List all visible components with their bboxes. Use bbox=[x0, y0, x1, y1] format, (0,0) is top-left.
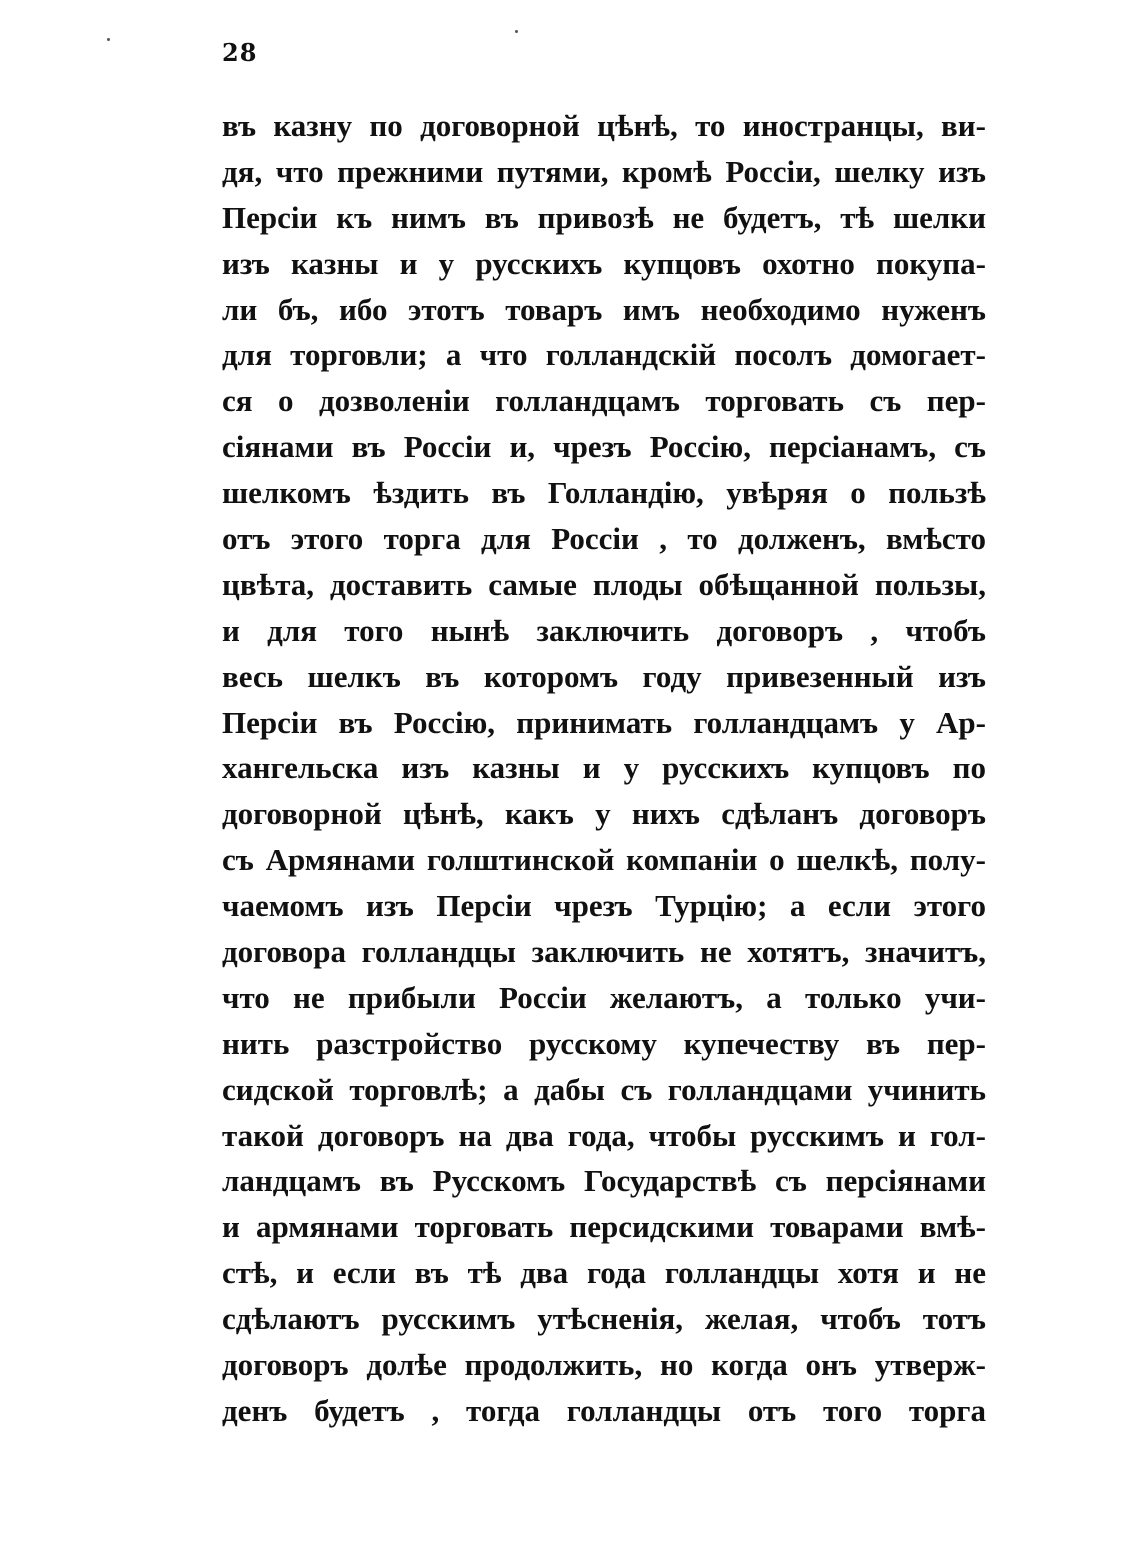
text-line: отъ этого торга для Россіи , то долженъ, вмѣсто bbox=[222, 521, 986, 557]
text-line: изъ казны и у русскихъ купцовъ охотно покупа- bbox=[222, 245, 986, 281]
text-line: такой договоръ на два года, чтобы русскимъ и гол- bbox=[222, 1117, 986, 1153]
text-line: договоръ долѣе продолжить, но когда онъ утверж- bbox=[222, 1347, 986, 1383]
text-line: ся о дозволеніи голландцамъ торговать съ пер- bbox=[222, 383, 986, 419]
text-line: въ казну по договорной цѣнѣ, то иностранцы, ви- bbox=[222, 108, 986, 143]
text-line: весь шелкъ въ которомъ году привезенный изъ bbox=[222, 658, 986, 694]
text-line: Персіи въ Россію, принимать голландцамъ у Ар- bbox=[222, 704, 986, 740]
text-line: стѣ, и если въ тѣ два года голландцы хотя и не bbox=[222, 1255, 986, 1291]
body-text bbox=[222, 103, 986, 1434]
text-line: что не прибыли Россіи желаютъ, а только учи- bbox=[222, 979, 986, 1015]
text-line: и армянами торговать персидскими товарами вмѣ- bbox=[222, 1209, 986, 1245]
text-line: для торговли; а что голландскій посолъ домогает- bbox=[222, 337, 986, 373]
text-line: хангельска изъ казны и у русскихъ купцовъ по bbox=[222, 750, 986, 786]
text-line: дя, что прежними путями, кромѣ Россіи, шелку изъ bbox=[222, 153, 986, 189]
scan-speck bbox=[515, 30, 518, 33]
text-line: сіянами въ Россіи и, чрезъ Россію, персіанамъ, съ bbox=[222, 429, 986, 465]
page-number: 28 bbox=[222, 38, 258, 67]
text-line: нить разстройство русскому купечеству въ пер- bbox=[222, 1025, 986, 1061]
text-line: Персіи къ нимъ въ привозѣ не будетъ, тѣ шелки bbox=[222, 199, 986, 235]
text-line: съ Армянами голштинской компаніи о шелкѣ, полу- bbox=[222, 842, 986, 878]
text-line: договора голландцы заключить не хотятъ, значитъ, bbox=[222, 934, 986, 970]
scan-speck bbox=[107, 38, 110, 41]
text-line: сидской торговлѣ; а дабы съ голландцами учинить bbox=[222, 1071, 986, 1107]
text-line: договорной цѣнѣ, какъ у нихъ сдѣланъ договоръ bbox=[222, 796, 986, 832]
text-line: и для того нынѣ заключить договоръ , чтобъ bbox=[222, 612, 986, 648]
text-line: цвѣта, доставить самые плоды обѣщанной пользы, bbox=[222, 566, 986, 602]
text-line: чаемомъ изъ Персіи чрезъ Турцію; а если этого bbox=[222, 888, 986, 924]
text-line: шелкомъ ѣздить въ Голландію, увѣряя о пользѣ bbox=[222, 475, 986, 511]
text-line: сдѣлаютъ русскимъ утѣсненія, желая, чтобъ тотъ bbox=[222, 1301, 986, 1337]
text-line: денъ будетъ , тогда голландцы отъ того торга bbox=[222, 1392, 986, 1428]
text-line: ли бъ, ибо этотъ товаръ имъ необходимо нуженъ bbox=[222, 291, 986, 327]
text-line: ландцамъ въ Русскомъ Государствѣ съ персіянами bbox=[222, 1163, 986, 1199]
